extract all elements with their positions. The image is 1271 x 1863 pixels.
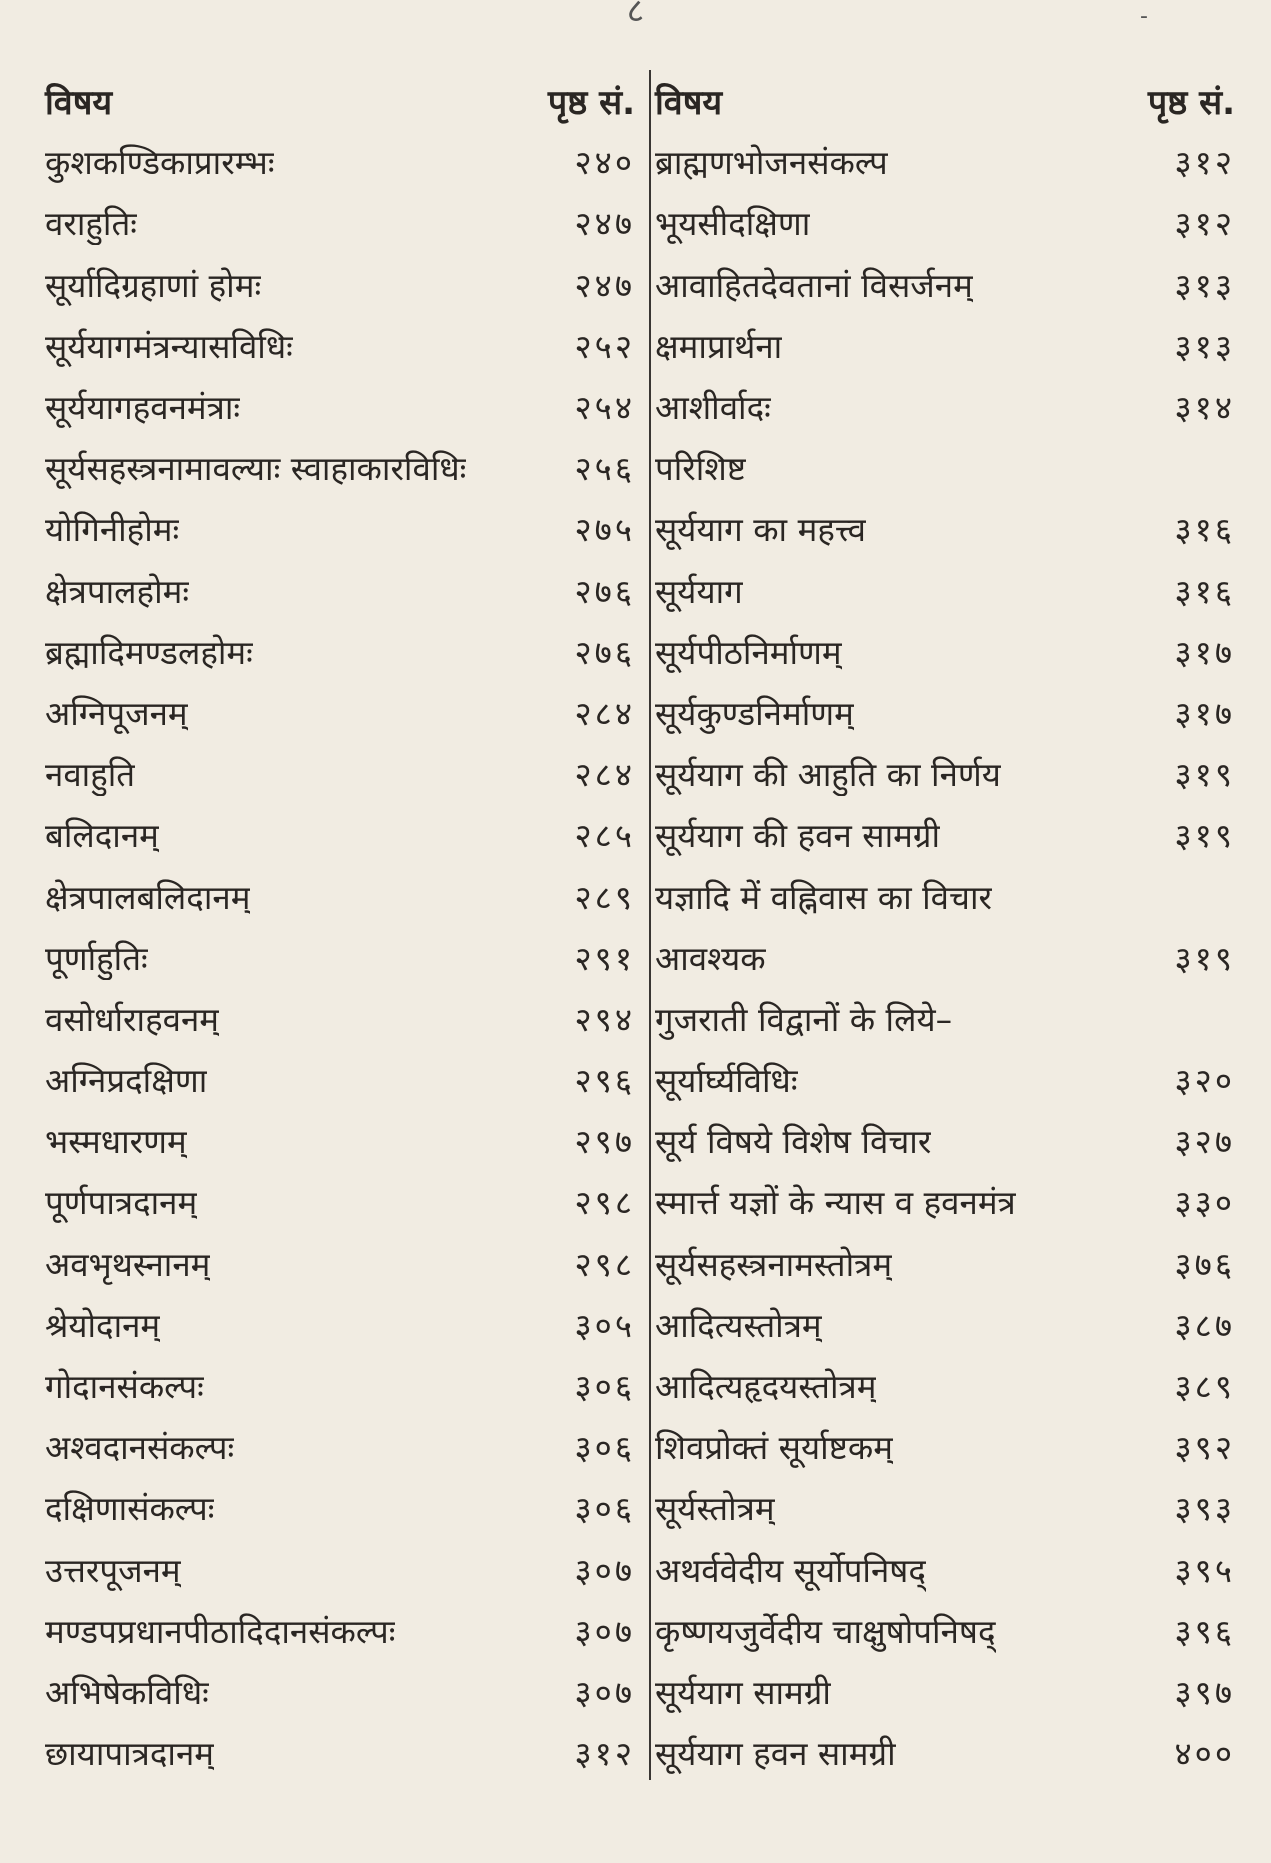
toc-entry-page: २८५	[574, 816, 635, 856]
toc-entry-title: आदित्यस्तोत्रम्	[655, 1305, 822, 1345]
corner-mark: -	[1140, 4, 1148, 29]
toc-entry-page: २७५	[574, 510, 635, 550]
page-number: ८	[626, 0, 645, 31]
toc-entry	[45, 498, 635, 559]
toc-entry-page: ३९७	[1174, 1672, 1235, 1712]
toc-entry-title: अभिषेकविधिः	[45, 1672, 209, 1712]
toc-entry-page: ३१९	[1174, 755, 1235, 795]
toc-entry-page: २९६	[574, 1061, 635, 1101]
toc-entry	[45, 1233, 635, 1294]
toc-entry-page: २७६	[574, 571, 635, 611]
toc-entry	[655, 254, 1235, 315]
toc-entry-title: आवश्यक	[655, 938, 766, 978]
toc-entry-page: २९४	[574, 999, 635, 1039]
toc-entry-page: २८४	[574, 693, 635, 733]
toc-entry-page: २५२	[574, 326, 635, 366]
toc-entry-page: ३९६	[1174, 1611, 1235, 1651]
toc-entry-page: ३८९	[1174, 1367, 1235, 1407]
toc-entry-title: मण्डपप्रधानपीठादिदानसंकल्पः	[45, 1611, 396, 1651]
toc-entry	[45, 315, 635, 376]
toc-entry-title: सूर्यकुण्डनिर्माणम्	[655, 693, 854, 733]
toc-entry-page: ३०६	[574, 1367, 635, 1407]
toc-entry-title: स्मार्त्त यज्ञों के न्यास व हवनमंत्र	[655, 1183, 1016, 1223]
toc-entry-title: सूर्यसहस्त्रनामावल्याः स्वाहाकारविधिः	[45, 449, 467, 489]
toc-entry-title: यज्ञादि में वह्निवास का विचार	[655, 877, 993, 917]
toc-entry-page: ३१७	[1174, 632, 1235, 672]
toc-entry-page: २८९	[574, 877, 635, 917]
toc-entry	[45, 560, 635, 621]
toc-entry-page: ३१३	[1174, 326, 1235, 366]
toc-entry-title: पूर्णाहुतिः	[45, 938, 148, 978]
toc-entry-title: क्षमाप्रार्थना	[655, 326, 783, 366]
toc-entry-title: शिवप्रोक्तं सूर्याष्टकम्	[655, 1428, 893, 1468]
toc-entry	[45, 1722, 635, 1783]
toc-entry-title: बलिदानम्	[45, 816, 159, 856]
toc-entry-page: ३१९	[1174, 938, 1235, 978]
toc-entry-page: ३१६	[1174, 510, 1235, 550]
toc-entry	[45, 1355, 635, 1416]
toc-entry	[655, 1355, 1235, 1416]
toc-entry-title: सूर्यार्घ्यविधिः	[655, 1061, 798, 1101]
toc-entry-page: ३२०	[1174, 1061, 1235, 1101]
toc-entry-title: सूर्ययाग की हवन सामग्री	[655, 816, 941, 856]
toc-entry-title: कुशकण्डिकाप्रारम्भः	[45, 143, 275, 183]
toc-entry	[655, 131, 1235, 192]
toc-entry	[45, 254, 635, 315]
toc-entry	[655, 1600, 1235, 1661]
toc-entry-page: २९१	[574, 938, 635, 978]
toc-entry	[655, 682, 1235, 743]
toc-entry-title: ब्रह्मादिमण्डलहोमः	[45, 632, 253, 672]
toc-entry	[45, 131, 635, 192]
toc-entry-title: वसोर्धाराहवनम्	[45, 999, 220, 1039]
toc-entry-title: सूर्य विषये विशेष विचार	[655, 1122, 932, 1162]
toc-entry-title: गोदानसंकल्पः	[45, 1367, 204, 1407]
column-divider	[649, 70, 651, 1780]
toc-entry-page: २४७	[574, 265, 635, 305]
toc-entry-title: क्षेत्रपालहोमः	[45, 571, 190, 611]
toc-entry	[45, 865, 635, 926]
toc-entry-title: क्षेत्रपालबलिदानम्	[45, 877, 251, 917]
toc-entry	[45, 1600, 635, 1661]
toc-entry-title: अथर्ववेदीय सूर्योपनिषद्	[655, 1550, 926, 1590]
toc-entry-title: सूर्यपीठनिर्माणम्	[655, 632, 842, 672]
toc-entry	[655, 376, 1235, 437]
toc-entry-title: सूर्ययागहवनमंत्राः	[45, 388, 241, 428]
toc-entry-title: सूर्यादिग्रहाणां होमः	[45, 265, 262, 305]
toc-entry-page: ३१२	[574, 1734, 635, 1774]
toc-entry	[655, 1661, 1235, 1722]
toc-entry-title: सूर्ययाग हवन सामग्री	[655, 1734, 896, 1774]
toc-entry	[45, 988, 635, 1049]
toc-entry	[45, 927, 635, 988]
toc-entry-title: पूर्णपात्रदानम्	[45, 1183, 198, 1223]
toc-entry-title: सूर्ययागमंत्रन्यासविधिः	[45, 326, 293, 366]
toc-entry	[655, 865, 1235, 926]
toc-entry-page: २९७	[574, 1122, 635, 1162]
toc-entry-page: ३१९	[1174, 816, 1235, 856]
toc-entry	[655, 1049, 1235, 1110]
toc-entry-page: ३१२	[1174, 204, 1235, 244]
toc-entry	[655, 498, 1235, 559]
toc-entry-title: सूर्यसहस्त्रनामस्तोत्रम्	[655, 1244, 893, 1284]
toc-entry	[45, 1049, 635, 1110]
toc-entry	[45, 743, 635, 804]
toc-entry	[655, 192, 1235, 253]
toc-entry	[45, 376, 635, 437]
page-header: पृष्ठ सं.	[1147, 82, 1235, 123]
toc-entry-page: ३१२	[1174, 143, 1235, 183]
toc-entry-title: अग्निप्रदक्षिणा	[45, 1061, 208, 1101]
toc-entry-page: २९८	[574, 1183, 635, 1223]
toc-entry	[655, 743, 1235, 804]
left-header	[45, 70, 635, 131]
toc-entry-page: ३८७	[1174, 1305, 1235, 1345]
toc-entry-title: गुजराती विद्वानों के लिये–	[655, 999, 953, 1039]
toc-entry-title: भूयसीदक्षिणा	[655, 204, 811, 244]
toc-entry-title: आशीर्वादः	[655, 388, 771, 428]
toc-entry	[45, 192, 635, 253]
toc-entry-title: अवभृथस्नानम्	[45, 1244, 211, 1284]
right-header	[655, 70, 1235, 131]
toc-entry-page: ३९२	[1174, 1428, 1235, 1468]
toc-entry	[45, 1416, 635, 1477]
toc-entry	[45, 804, 635, 865]
toc-right-column	[655, 70, 1235, 1783]
toc-entry	[655, 437, 1235, 498]
toc-entry-page: २९८	[574, 1244, 635, 1284]
toc-entry-title: कृष्णयजुर्वेदीय चाक्षुषोपनिषद्	[655, 1611, 996, 1651]
toc-entry-page: ३१६	[1174, 571, 1235, 611]
toc-entry-page: ३९३	[1174, 1489, 1235, 1529]
toc-entry-title: वराहुतिः	[45, 204, 137, 244]
toc-entry	[45, 1477, 635, 1538]
toc-entry-page: ३२७	[1174, 1122, 1235, 1162]
toc-entry	[655, 1477, 1235, 1538]
toc-entry-page: ३०५	[574, 1305, 635, 1345]
toc-entry	[45, 1539, 635, 1600]
toc-entry-page: ३१४	[1174, 388, 1235, 428]
toc-entry-title: ब्राह्मणभोजनसंकल्प	[655, 143, 888, 183]
toc-entry	[655, 927, 1235, 988]
toc-entry-title: नवाहुति	[45, 755, 136, 795]
toc-entry-title: छायापात्रदानम्	[45, 1734, 214, 1774]
toc-entry	[45, 1171, 635, 1232]
toc-entry	[655, 621, 1235, 682]
toc-entry-page: २४७	[574, 204, 635, 244]
toc-entry-page: ३१७	[1174, 693, 1235, 733]
toc-entry-page: ३९५	[1174, 1550, 1235, 1590]
toc-entry-page: ३७६	[1174, 1244, 1235, 1284]
toc-entry-page: ४००	[1174, 1734, 1235, 1774]
toc-entry-page: २८४	[574, 755, 635, 795]
toc-entry	[655, 1294, 1235, 1355]
toc-entry-title: श्रेयोदानम्	[45, 1305, 161, 1345]
toc-entry-page: ३०७	[574, 1672, 635, 1712]
toc-entry	[655, 1722, 1235, 1783]
toc-entry-title: दक्षिणासंकल्पः	[45, 1489, 215, 1529]
toc-entry-title: अग्निपूजनम्	[45, 693, 188, 733]
toc-entry-title: भस्मधारणम्	[45, 1122, 187, 1162]
toc-entry-title: सूर्यस्तोत्रम्	[655, 1489, 775, 1529]
toc-entry-page: २४०	[574, 143, 635, 183]
toc-entry-page: ३०६	[574, 1428, 635, 1468]
toc-entry-title: अश्वदानसंकल्पः	[45, 1428, 235, 1468]
toc-entry-title: सूर्ययाग की आहुति का निर्णय	[655, 755, 1001, 795]
toc-entry	[45, 1110, 635, 1171]
toc-entry-title: उत्तरपूजनम्	[45, 1550, 181, 1590]
toc-entry-page: ३३०	[1174, 1183, 1235, 1223]
toc-entry-page: ३०६	[574, 1489, 635, 1529]
subject-header: विषय	[45, 82, 113, 123]
toc-entry-page: २७६	[574, 632, 635, 672]
toc-entry	[45, 437, 635, 498]
toc-entry-page: ३०७	[574, 1611, 635, 1651]
toc-entry-page: ३१३	[1174, 265, 1235, 305]
toc-entry-title: आदित्यहृदयस्तोत्रम्	[655, 1367, 877, 1407]
toc-entry-page: २५६	[574, 449, 635, 489]
toc-entry	[655, 1171, 1235, 1232]
toc-entry	[45, 682, 635, 743]
toc-entry-title: सूर्ययाग सामग्री	[655, 1672, 831, 1712]
toc-entry	[45, 1661, 635, 1722]
toc-entry-page: २५४	[574, 388, 635, 428]
toc-entry-page: ३०७	[574, 1550, 635, 1590]
toc-entry	[655, 1233, 1235, 1294]
toc-entry	[655, 560, 1235, 621]
toc-entry-title: सूर्ययाग का महत्त्व	[655, 510, 866, 550]
toc-left-column	[45, 70, 635, 1783]
toc-entry	[655, 1416, 1235, 1477]
toc-entry	[45, 621, 635, 682]
toc-entry-title: परिशिष्ट	[655, 449, 747, 489]
toc-entry	[45, 1294, 635, 1355]
page-header: पृष्ठ सं.	[547, 82, 635, 123]
toc-entry-title: सूर्ययाग	[655, 571, 743, 611]
toc-entry-title: आवाहितदेवतानां विसर्जनम्	[655, 265, 973, 305]
toc-entry	[655, 804, 1235, 865]
toc-entry-title: योगिनीहोमः	[45, 510, 180, 550]
toc-entry	[655, 988, 1235, 1049]
toc-entry	[655, 1539, 1235, 1600]
toc-entry	[655, 1110, 1235, 1171]
subject-header: विषय	[655, 82, 723, 123]
toc-entry	[655, 315, 1235, 376]
